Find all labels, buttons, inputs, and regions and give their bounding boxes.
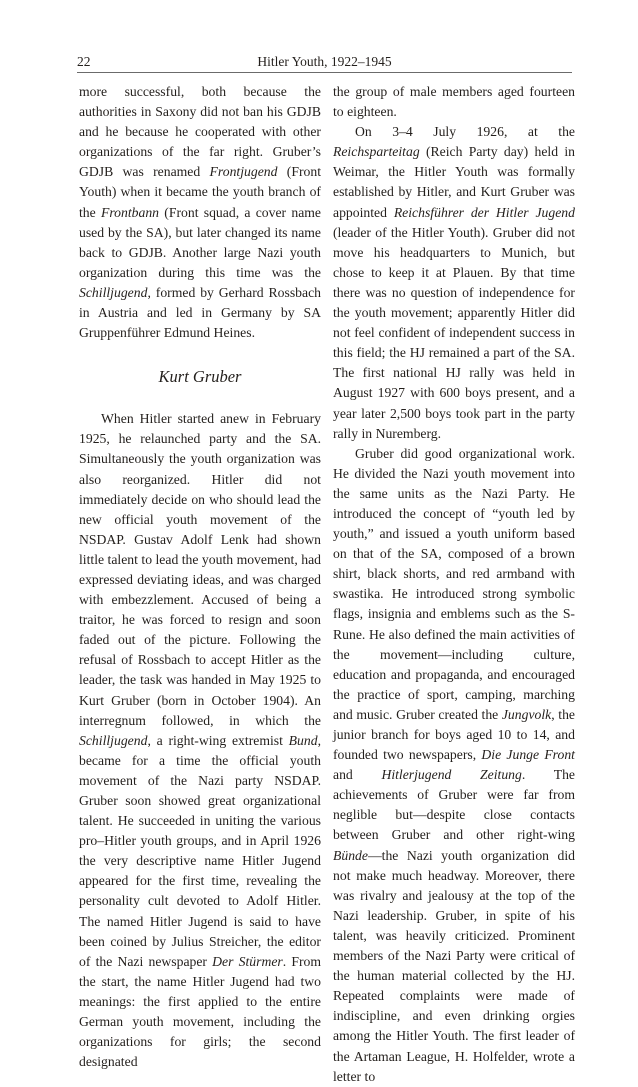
paragraph: the group of male members aged fourteen to eighteen. (333, 84, 575, 120)
italic-term: Reichsführer der Hitler Jugend (393, 204, 575, 220)
italic-term: Die Junge Front (481, 747, 575, 763)
paragraph: Gruber did good organizational work. He divided the Nazi youth movement into the same units as the Nazi Party. He introduced the concept of “youth led by youth,” and issued a youth uniform based on that of the SA, composed of a brown shirt, black shorts, and red armband with swastika. He introduced strong symbolic flags, insignia and emblems such as the S-Rune. He also defined the main activities of the movement—including culture, education and propaganda, and encouraged the practice of sport, camping, marching and music. Gruber created the Jungvolk, the junior branch for boys aged 10 to 14, and founded two newspapers, Die Junge Front and Hitlerjugend Zeitung. The achievements of Gruber were far from neglible but—despite close contacts between Gruber and other right-wing Bünde—the Nazi youth organization did not make much headway. Moreover, there was rivalry and jealousy at the top of the Nazi leadership. Gruber, in spite of his talent, was heavily criticized. Prominent members of the Nazi Party were critical of the human material collected by the HJ. Repeated complaints were made of indiscipline, and even drinking orgies among the Hitler Youth. The first leader of the Artaman League, H. Holfelder, wrote a letter to (333, 445, 575, 1084)
italic-term: Jungvolk (501, 706, 552, 722)
italic-term: Frontjugend (209, 164, 278, 180)
paragraph: On 3–4 July 1926, at the Reichsparteitag (Reich Party day) held in Weimar, the Hitler Youth was formally established by Hitler, and Kurt Gruber was appointed Reichsführer der Hitler Jugend (leader of the Hitler Youth). Gruber did not move his headquarters to Munich, but chose to keep it at Plauen. By that time there was no question of independence for the youth movement; apparently Hitler did not feel confident of independent success in this field; the HJ remained a part of the SA. The first national HJ rally was held in August 1927 with 600 boys present, and a year later 2,500 boys took part in the party rally in Nuremberg. (333, 124, 575, 441)
italic-term: Schilljugend (79, 732, 148, 748)
paragraph: more successful, both because the authorities in Saxony did not ban his GDJB and he because he cooperated with other organizations of the far right. Gruber’s GDJB was renamed Frontjugend (Front Youth) when it became the youth branch of the Frontbann (Front squad, a cover name used by the SA), but later changed its name back to GDJB. Another large Nazi youth organization during this time was the Schilljugend, formed by Gerhard Rossbach in Austria and led in Germany by SA Gruppenführer Edmund Heines. (79, 84, 322, 341)
section-subheading: Kurt Gruber (158, 367, 242, 387)
page-number: 22 (77, 54, 91, 69)
italic-term: Frontbann (100, 204, 160, 220)
paragraph: When Hitler started anew in February 1925, he relaunched party and the SA. Simultaneously the youth organization was also reorganized. Hitler did not immediately decide on who should lead the new official youth movement of the NSDAP. Gustav Adolf Lenk had shown little talent to lead the youth movement, had expressed deviating ideas, and was charged with embezzlement. Accused of being a traitor, he was forced to resign and soon faded out of the picture. Following the refusal of Rossbach to accept Hitler as the leader, the task was handed in May 1925 to Kurt Gruber (born in October 1904). An interregnum followed, in which the Schilljugend, a right-wing extremist Bund, became for a time the official youth movement of the Nazi party NSDAP. Gruber soon showed great organizational talent. He succeeded in uniting the various pro–Hitler youth groups, and in April 1926 the very descriptive name Hitler Jugend appeared for the first time, revealing the personality cult devoted to Adolf Hitler. The named Hitler Jugend is said to have been coined by Julius Streicher, the editor of the Nazi newspaper Der Stürmer. From the start, the name Hitler Jugend had two meanings: the first applied to the entire German youth movement, including the organizations for girls; the second designated (79, 411, 321, 1070)
italic-term: Bund (288, 732, 318, 748)
left-column (79, 82, 321, 1072)
italic-term: Bünde (333, 847, 368, 863)
running-head-title: Hitler Youth, 1922–1945 (257, 54, 392, 69)
italic-term: Reichsparteitag (333, 144, 420, 160)
running-header (77, 54, 572, 72)
italic-term: Der Stürmer (212, 953, 283, 969)
italic-term: Schilljugend (79, 284, 148, 300)
italic-term: Hitlerjugend Zeitung (381, 767, 522, 783)
header-rule (77, 72, 572, 73)
right-column (333, 82, 575, 1087)
